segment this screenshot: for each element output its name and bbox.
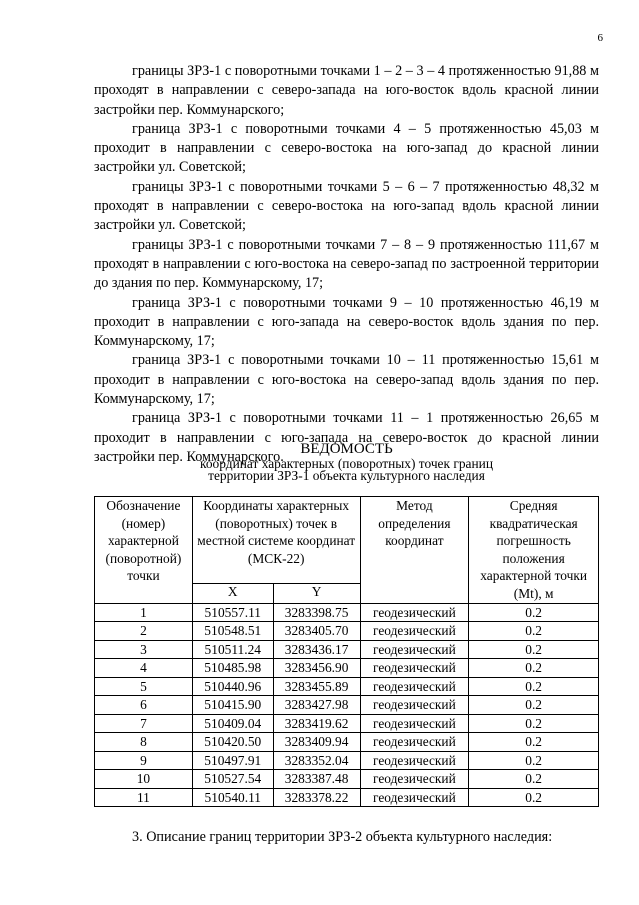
cell-method: геодезический — [360, 714, 469, 733]
boundary-paragraph: границы ЗРЗ-1 с поворотными точками 5 – 6 – 7 протяженностью 48,32 м проходят в направлении с северо-востока на юго-запад вдоль красной линии застройки ул. Советской; — [94, 178, 599, 234]
cell-point-number: 11 — [95, 788, 193, 807]
header-accuracy: Средняя квадратическая погрешность положения характерной точки (Mt), м — [469, 497, 599, 604]
page-number: 6 — [597, 32, 603, 44]
table-row — [95, 714, 599, 733]
cell-accuracy: 0.2 — [469, 751, 599, 770]
boundary-paragraph: граница ЗРЗ-1 с поворотными точками 4 – 5 протяженностью 45,03 м проходит в направлении с северо-востока на юго-запад до красной линии застройки ул. Советской; — [94, 120, 599, 176]
header-y: Y — [273, 584, 360, 604]
cell-method: геодезический — [360, 788, 469, 807]
cell-accuracy: 0.2 — [469, 714, 599, 733]
cell-y: 3283378.22 — [273, 788, 360, 807]
statement-subtitle-line2: территории ЗРЗ-1 объекта культурного наследия — [208, 468, 485, 483]
header-method: Метод определения координат — [360, 497, 469, 604]
table-row — [95, 696, 599, 715]
header-x: X — [192, 584, 273, 604]
cell-point-number: 2 — [95, 622, 193, 641]
table-row — [95, 770, 599, 789]
table-row — [95, 751, 599, 770]
cell-accuracy: 0.2 — [469, 788, 599, 807]
cell-method: геодезический — [360, 751, 469, 770]
cell-x: 510497.91 — [192, 751, 273, 770]
cell-y: 3283405.70 — [273, 622, 360, 641]
cell-x: 510557.11 — [192, 603, 273, 622]
cell-y: 3283456.90 — [273, 659, 360, 678]
cell-accuracy: 0.2 — [469, 603, 599, 622]
cell-point-number: 5 — [95, 677, 193, 696]
cell-x: 510511.24 — [192, 640, 273, 659]
boundary-paragraph: границы ЗРЗ-1 с поворотными точками 1 – 2 – 3 – 4 протяженностью 91,88 м проходят в направлении с северо-запада на юго-восток вдоль красной линии застройки пер. Коммунарского; — [94, 63, 599, 118]
cell-y: 3283419.62 — [273, 714, 360, 733]
cell-point-number: 8 — [95, 733, 193, 752]
table-row — [95, 677, 599, 696]
cell-method: геодезический — [360, 677, 469, 696]
cell-method: геодезический — [360, 603, 469, 622]
cell-y: 3283387.48 — [273, 770, 360, 789]
cell-y: 3283409.94 — [273, 733, 360, 752]
cell-point-number: 6 — [95, 696, 193, 715]
cell-accuracy: 0.2 — [469, 640, 599, 659]
cell-point-number: 9 — [95, 751, 193, 770]
cell-y: 3283352.04 — [273, 751, 360, 770]
cell-y: 3283427.98 — [273, 696, 360, 715]
boundary-paragraph: границы ЗРЗ-1 с поворотными точками 7 – 8 – 9 протяженностью 111,67 м проходят в направлении с юго-востока на северо-запад по застроенной территории до здания по пер. Коммунарскому, 17; — [94, 236, 599, 292]
cell-method: геодезический — [360, 733, 469, 752]
cell-x: 510409.04 — [192, 714, 273, 733]
statement-subtitle-line1: координат характерных (поворотных) точек границ — [200, 456, 493, 471]
boundary-paragraph: граница ЗРЗ-1 с поворотными точками 11 – 1 протяженностью 26,65 м проходит в направлении с юго-запада на северо-восток до красной линии застройки пер. Коммунарского. — [94, 410, 599, 465]
boundary-descriptions — [94, 62, 599, 467]
boundary-paragraph: граница ЗРЗ-1 с поворотными точками 9 – 10 протяженностью 46,19 м проходит в направлении с юго-запада на северо-восток вдоль здания по пер. Коммунарскому, 17; — [94, 294, 599, 350]
boundary-paragraph: граница ЗРЗ-1 с поворотными точками 10 – 11 протяженностью 15,61 м проходит в направлении с юго-востока на северо-запад вдоль здания по пер. Коммунарскому, 17; — [94, 352, 599, 408]
cell-accuracy: 0.2 — [469, 770, 599, 789]
table-row — [95, 659, 599, 678]
cell-x: 510540.11 — [192, 788, 273, 807]
cell-method: геодезический — [360, 770, 469, 789]
table-row — [95, 788, 599, 807]
cell-x: 510485.98 — [192, 659, 273, 678]
coordinates-table — [94, 496, 599, 807]
cell-method: геодезический — [360, 696, 469, 715]
cell-y: 3283398.75 — [273, 603, 360, 622]
cell-x: 510527.54 — [192, 770, 273, 789]
statement-title: ВЕДОМОСТЬ — [300, 441, 393, 457]
cell-accuracy: 0.2 — [469, 677, 599, 696]
header-coordinates: Координаты характерных (поворотных) точек в местной системе координат (МСК-22) — [192, 497, 360, 584]
header-point: Обозначение (номер) характерной (поворотной) точки — [95, 497, 193, 604]
cell-accuracy: 0.2 — [469, 733, 599, 752]
table-row — [95, 640, 599, 659]
cell-accuracy: 0.2 — [469, 696, 599, 715]
section-3-heading: 3. Описание границ территории ЗРЗ-2 объекта культурного наследия: — [132, 829, 553, 845]
table-row — [95, 603, 599, 622]
cell-accuracy: 0.2 — [469, 659, 599, 678]
cell-method: геодезический — [360, 659, 469, 678]
cell-method: геодезический — [360, 640, 469, 659]
cell-point-number: 3 — [95, 640, 193, 659]
cell-y: 3283455.89 — [273, 677, 360, 696]
cell-point-number: 4 — [95, 659, 193, 678]
cell-point-number: 10 — [95, 770, 193, 789]
cell-method: геодезический — [360, 622, 469, 641]
cell-x: 510440.96 — [192, 677, 273, 696]
table-row — [95, 622, 599, 641]
cell-x: 510548.51 — [192, 622, 273, 641]
cell-x: 510415.90 — [192, 696, 273, 715]
cell-x: 510420.50 — [192, 733, 273, 752]
table-row — [95, 733, 599, 752]
cell-point-number: 7 — [95, 714, 193, 733]
cell-y: 3283436.17 — [273, 640, 360, 659]
cell-accuracy: 0.2 — [469, 622, 599, 641]
cell-point-number: 1 — [95, 603, 193, 622]
